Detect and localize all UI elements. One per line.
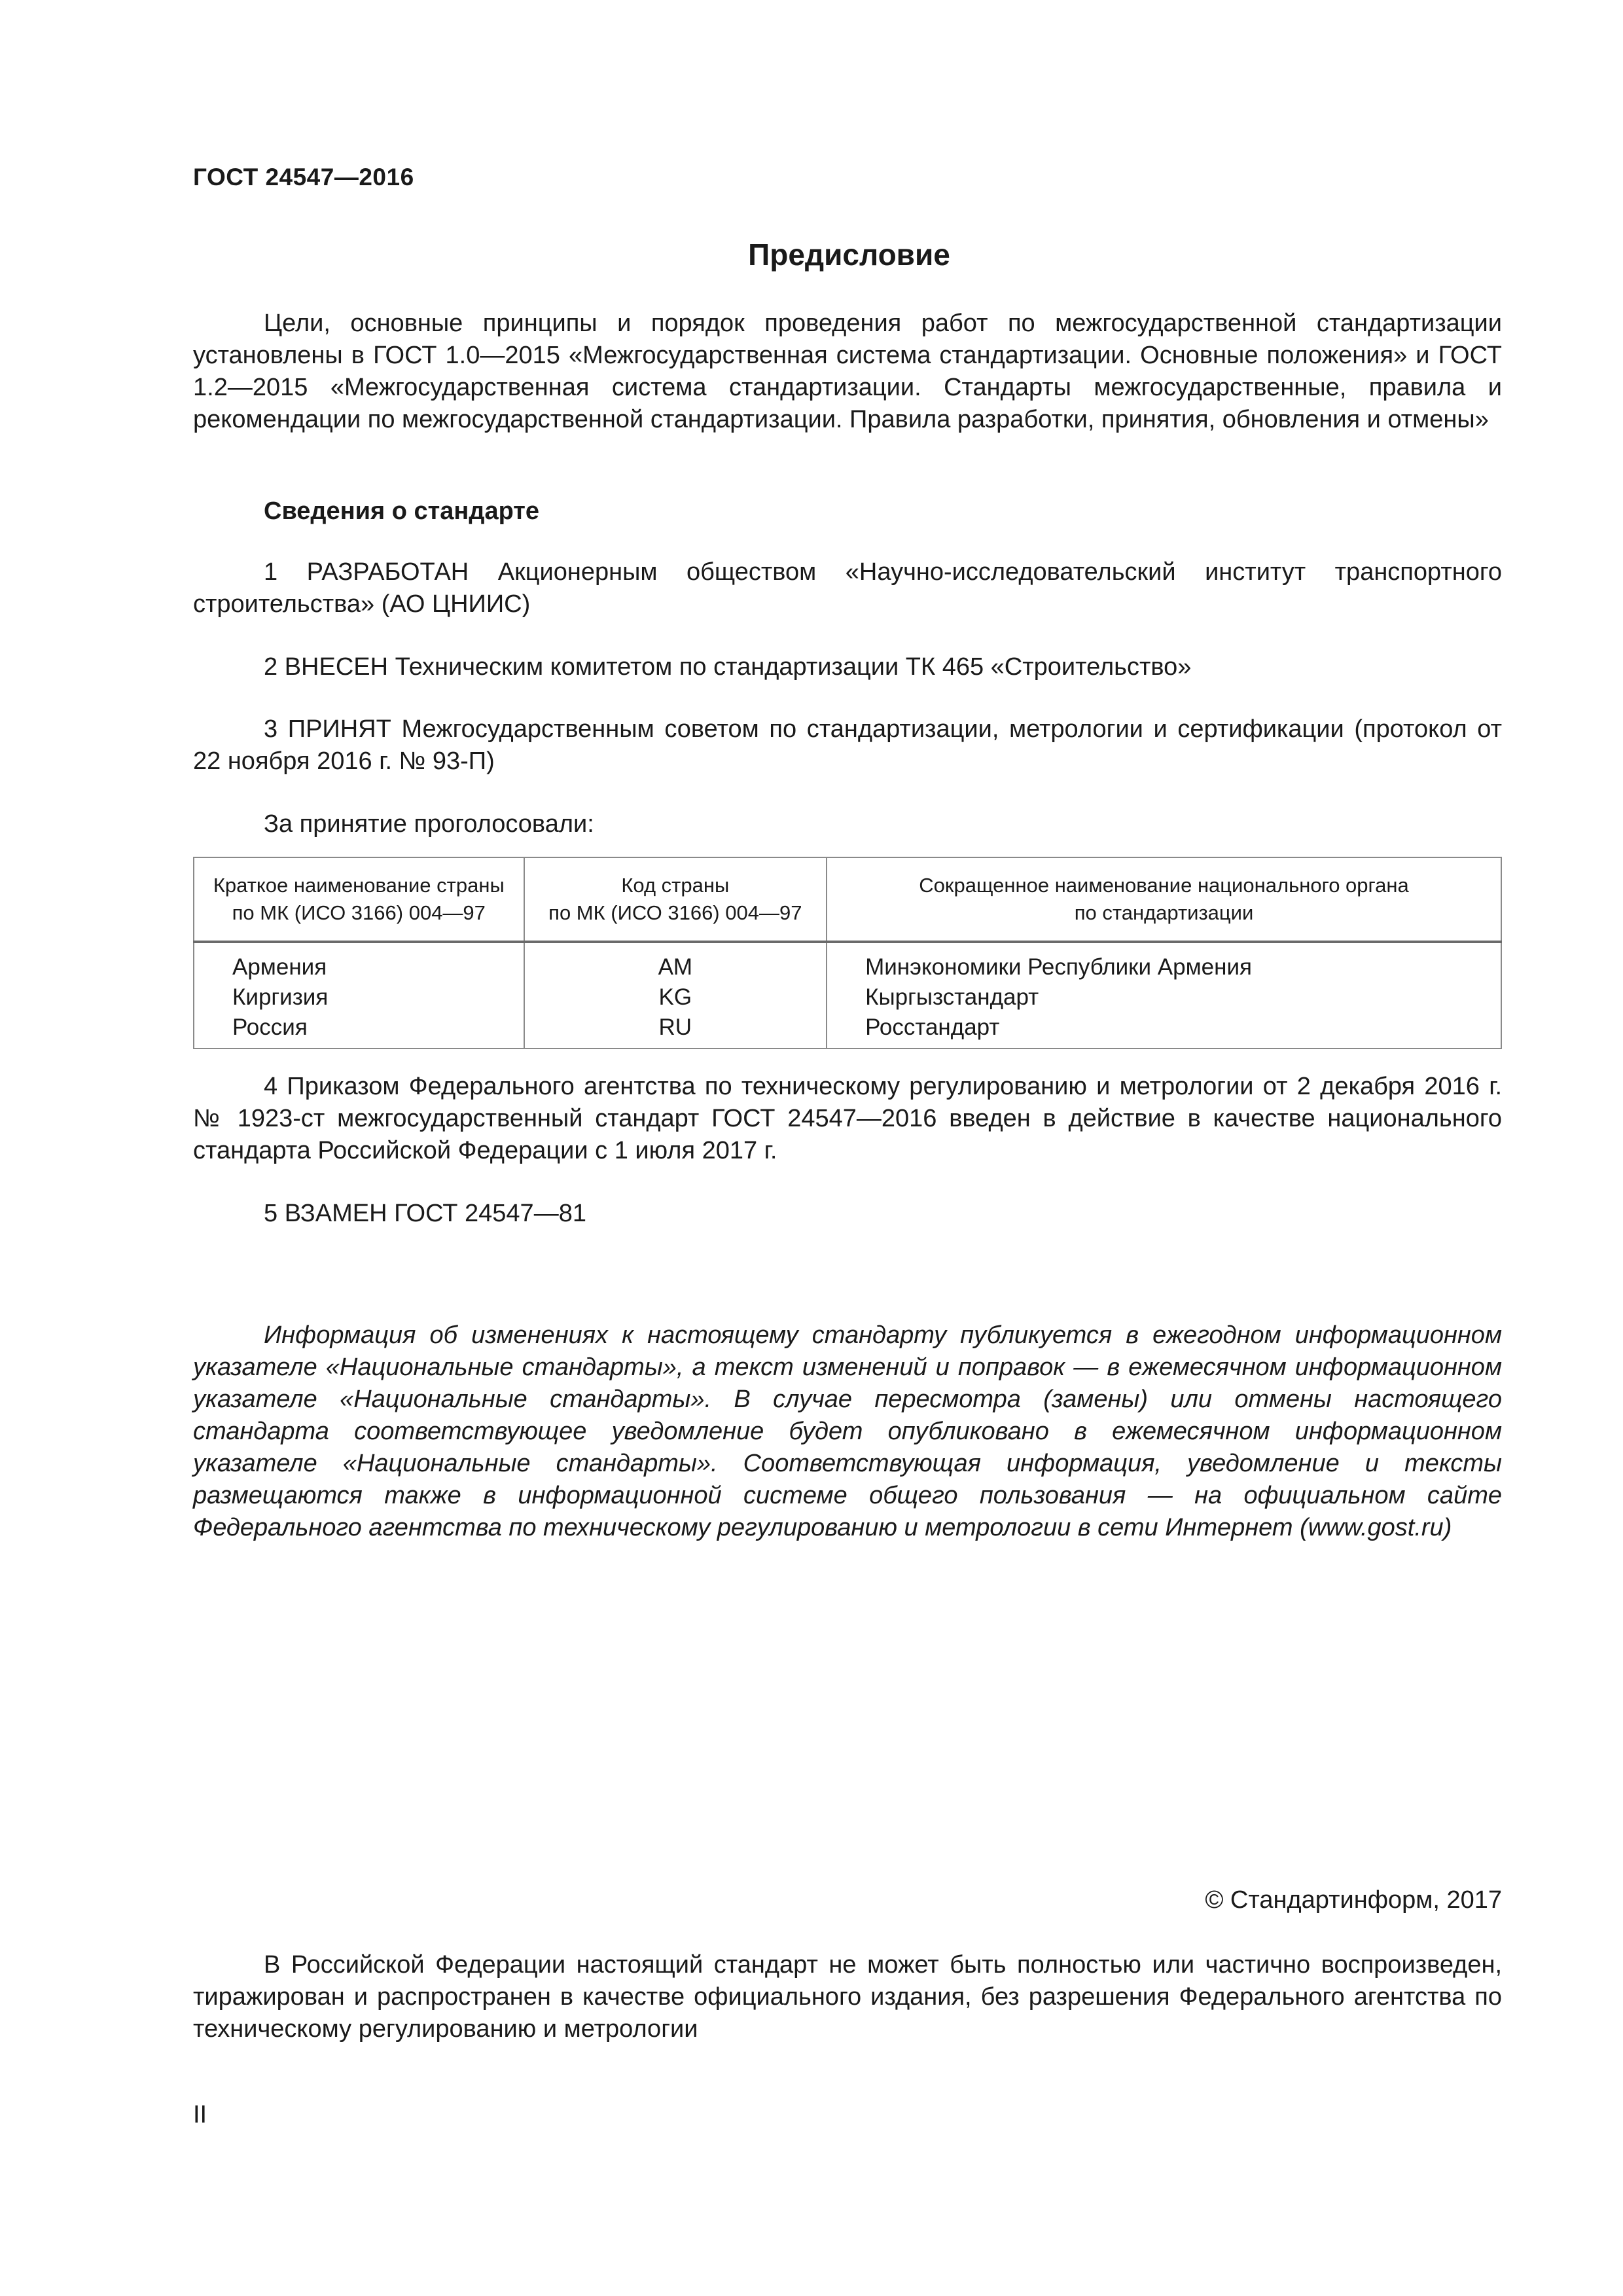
page-title: Предисловие <box>748 238 950 272</box>
item-developed: 1 РАЗРАБОТАН Акционерным обществом «Научно-исследовательский институт транспортного строительства» (АО ЦНИИС) <box>193 558 1502 618</box>
code-cell: RU <box>524 1013 827 1049</box>
standard-info-heading: Сведения о стандарте <box>264 497 540 525</box>
code-cell: AM <box>524 942 827 982</box>
column-header-body: Сокращенное наименование национального органа по стандартизации <box>827 857 1501 942</box>
body-cell: Кыргызстандарт <box>827 982 1501 1013</box>
votes-table <box>193 857 1502 1049</box>
body-cell: Росстандарт <box>827 1013 1501 1049</box>
country-cell: Армения <box>194 942 524 982</box>
reproduction-notice: В Российской Федерации настоящий стандарт не может быть полностью или частично воспроизведен, тиражирован и распространен в качестве официального издания, без разрешения Федерального агентства по техническому регулированию и метрологии <box>193 1951 1502 2043</box>
code-cell: KG <box>524 982 827 1013</box>
country-cell: Россия <box>194 1013 524 1049</box>
country-cell: Киргизия <box>194 982 524 1013</box>
column-header-code: Код страны по МК (ИСО 3166) 004—97 <box>524 857 827 942</box>
body-cell: Минэкономики Республики Армения <box>827 942 1501 982</box>
table-row <box>194 942 1501 982</box>
item-introduced: 2 ВНЕСЕН Техническим комитетом по стандартизации ТК 465 «Строительство» <box>264 653 1192 681</box>
table-header-row <box>194 857 1501 942</box>
document-code: ГОСТ 24547—2016 <box>193 164 414 190</box>
column-header-country: Краткое наименование страны по МК (ИСО 3166) 004—97 <box>194 857 524 942</box>
copyright: © Стандартинформ, 2017 <box>1205 1886 1502 1914</box>
votes-intro: За принятие проголосовали: <box>264 810 594 838</box>
table-row <box>194 982 1501 1013</box>
changes-info-notice: Информация об изменениях к настоящему стандарту публикуется в ежегодном информационном указателе «Национальные стандарты», а текст изменений и поправок — в ежемесячном информационном указателе «Национальные стандарты». В случае пересмотра (замены) или отмены настоящего стандарта соответствующее уведомление будет опубликовано в ежемесячном информационном указателе «Национальные стандарты». Соответствующая информация, уведомление и тексты размещаются также в информационной системе общего пользования — на официальном сайте Федерального агентства по техническому регулированию и метрологии в сети Интернет (www.gost.ru) <box>193 1321 1502 1541</box>
item-order: 4 Приказом Федерального агентства по техническому регулированию и метрологии от 2 декабря 2016 г. № 1923-ст межгосударственный стандарт ГОСТ 24547—2016 введен в действие в качестве национального стандарта Российской Федерации с 1 июля 2017 г. <box>193 1073 1502 1164</box>
item-replaces: 5 ВЗАМЕН ГОСТ 24547—81 <box>264 1200 586 1227</box>
page-number: II <box>193 2101 207 2128</box>
intro-paragraph: Цели, основные принципы и порядок проведения работ по межгосударственной стандартизации установлены в ГОСТ 1.0—2015 «Межгосударственная система стандартизации. Основные положения» и ГОСТ 1.2—2015 «Межгосударственная система стандартизации. Стандарты межгосударственные, правила и рекомендации по межгосударственной стандартизации. Правила разработки, принятия, обновления и отмены» <box>193 310 1502 433</box>
item-adopted: 3 ПРИНЯТ Межгосударственным советом по стандартизации, метрологии и сертификации (протокол от 22 ноября 2016 г. № 93-П) <box>193 715 1502 775</box>
table-row <box>194 1013 1501 1049</box>
